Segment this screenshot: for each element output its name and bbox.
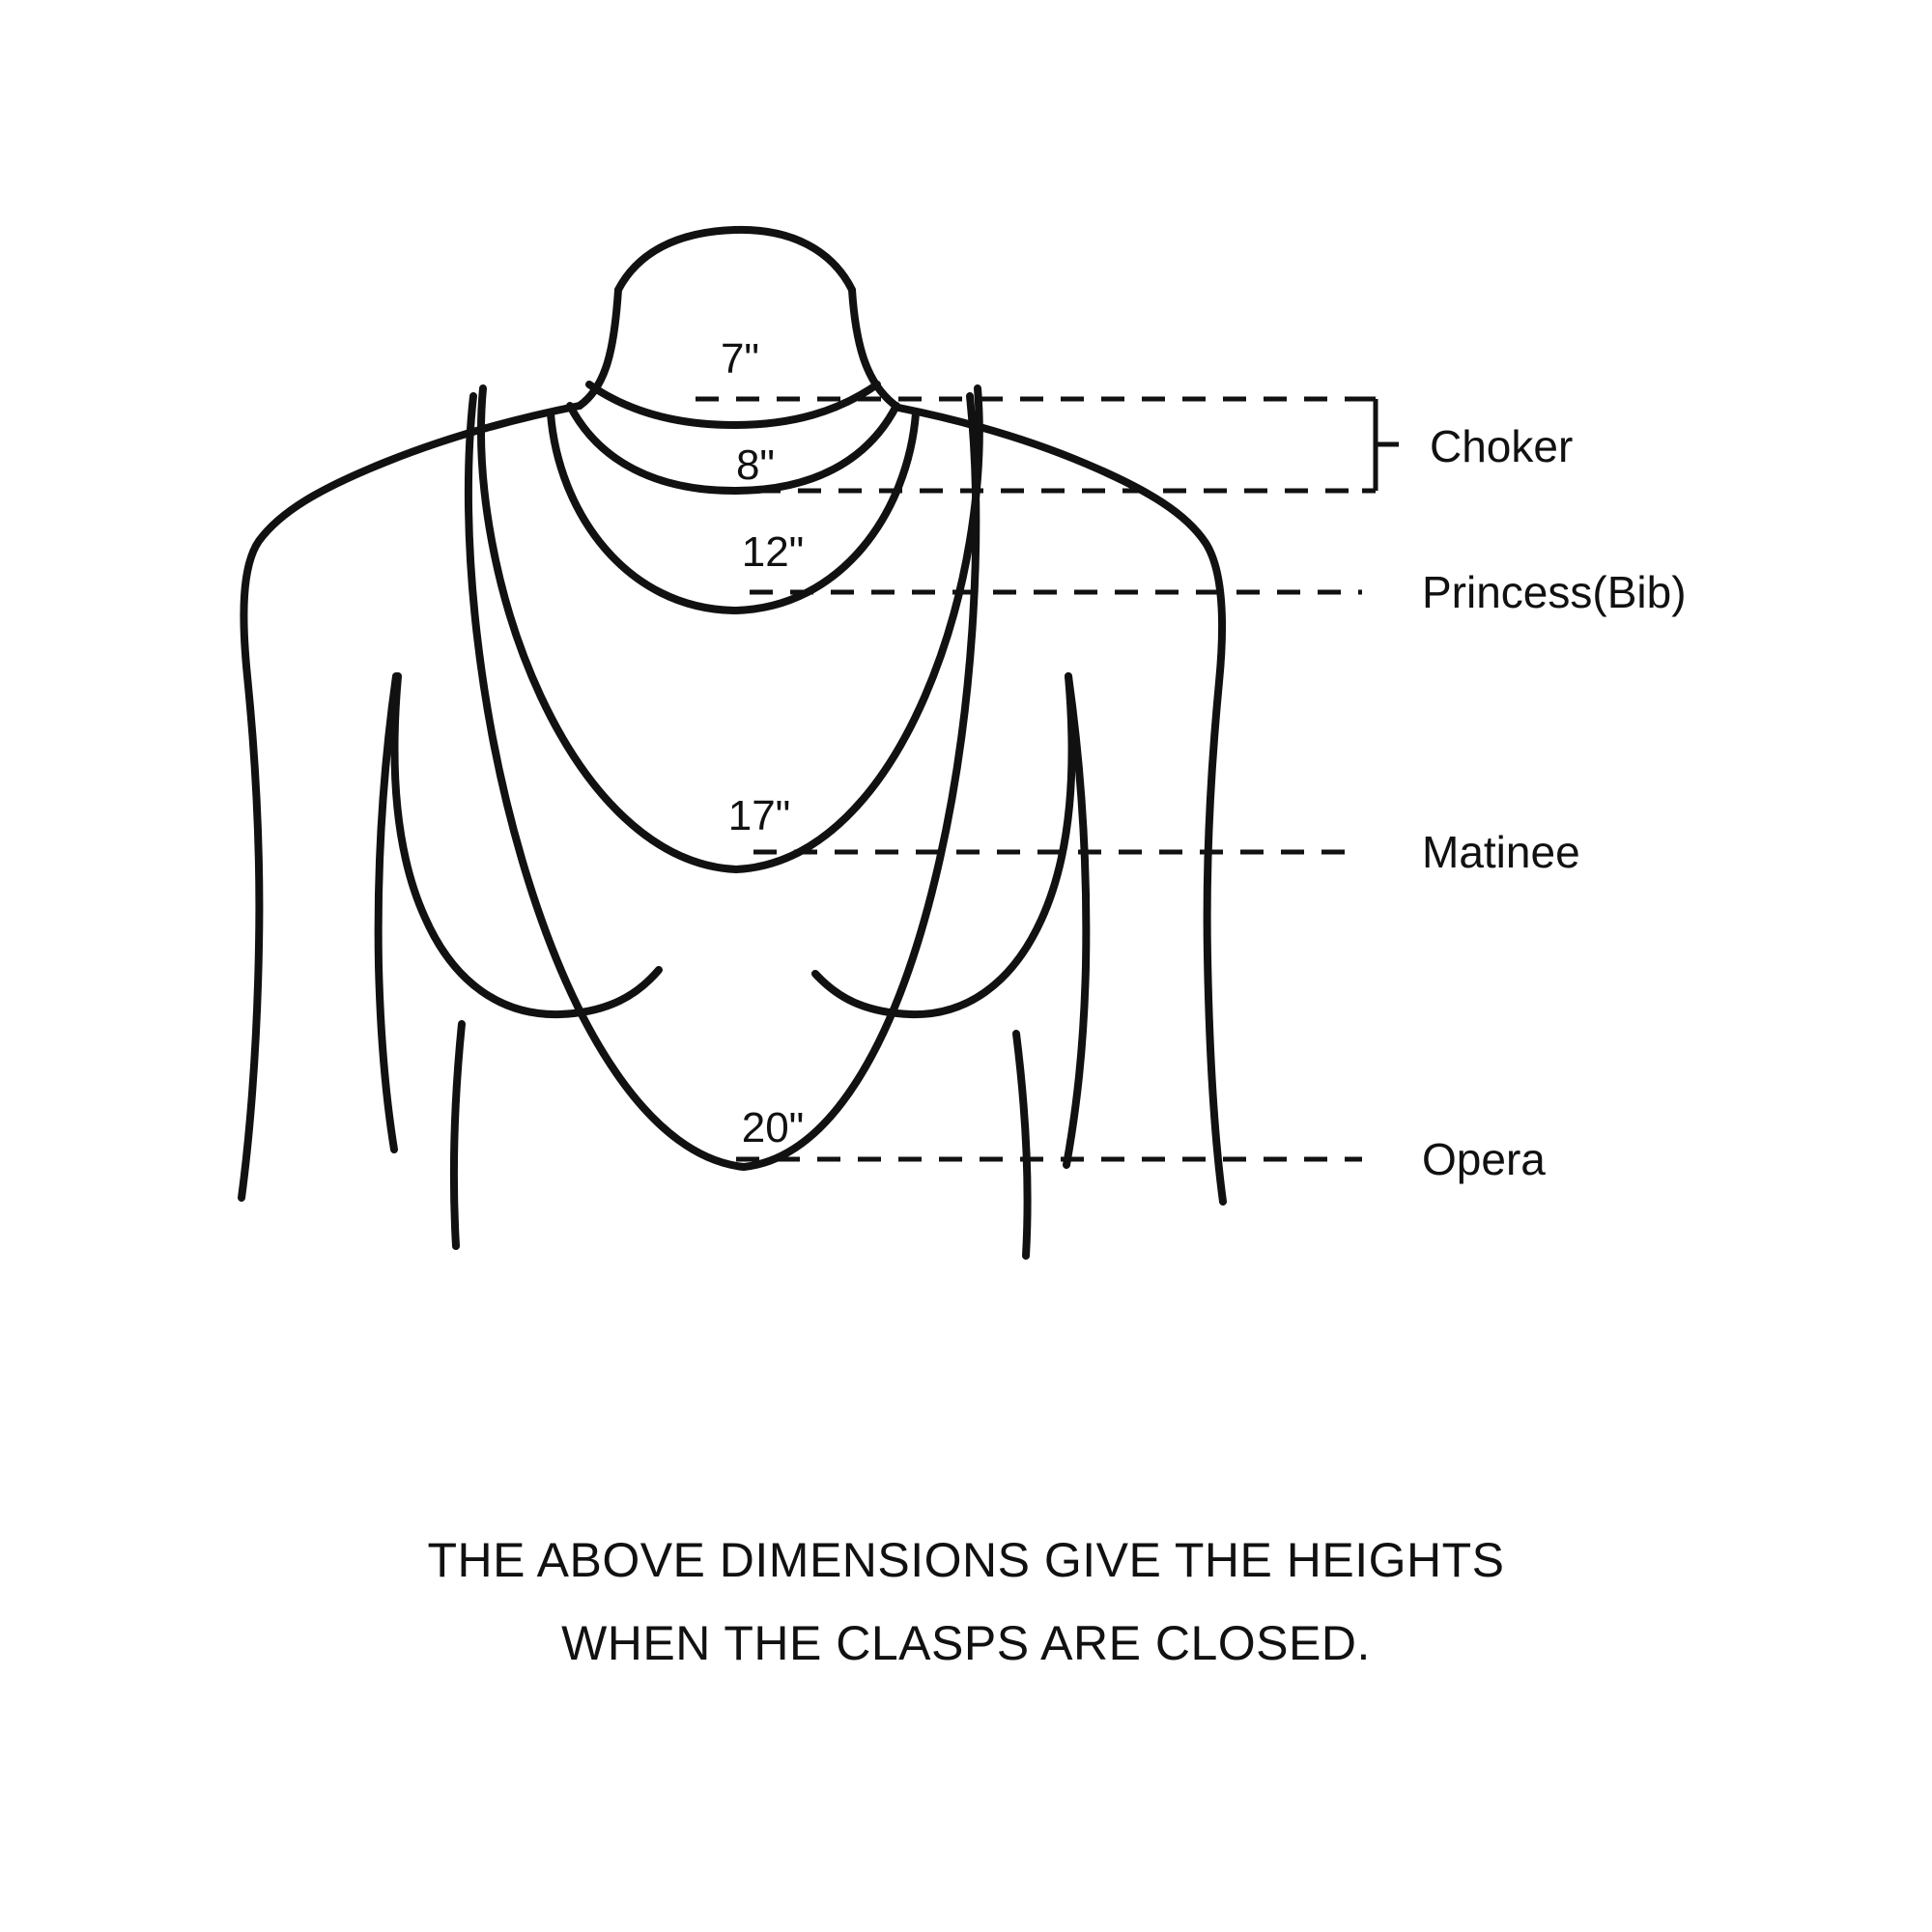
dimension-label-8in: 8" bbox=[735, 441, 776, 489]
necklace-20in bbox=[469, 396, 976, 1167]
category-label-princess-bib: Princess(Bib) bbox=[1422, 567, 1687, 617]
left-arm-outer-line bbox=[242, 406, 580, 1198]
caption-line-2: WHEN THE CLASPS ARE CLOSED. bbox=[561, 1616, 1371, 1670]
dimension-label-20in: 20" bbox=[741, 1104, 805, 1151]
category-label-opera: Opera bbox=[1422, 1134, 1546, 1184]
choker-brace bbox=[1362, 399, 1399, 491]
necklace-7in bbox=[589, 384, 877, 425]
necklace-8in bbox=[570, 406, 896, 491]
dimension-label-12in: 12" bbox=[741, 528, 805, 576]
left-forearm-line bbox=[454, 1024, 462, 1246]
dimension-label-7in: 7" bbox=[720, 335, 760, 383]
right-forearm-line bbox=[1016, 1034, 1028, 1256]
dimension-label-17in: 17" bbox=[727, 792, 791, 839]
caption-line-1: THE ABOVE DIMENSIONS GIVE THE HEIGHTS bbox=[427, 1533, 1505, 1587]
left-bust-line bbox=[394, 676, 659, 1014]
category-label-choker: Choker bbox=[1430, 421, 1574, 471]
necklace-12in bbox=[551, 413, 916, 611]
neck-top-curve bbox=[618, 230, 852, 290]
category-label-matinee: Matinee bbox=[1422, 827, 1580, 877]
